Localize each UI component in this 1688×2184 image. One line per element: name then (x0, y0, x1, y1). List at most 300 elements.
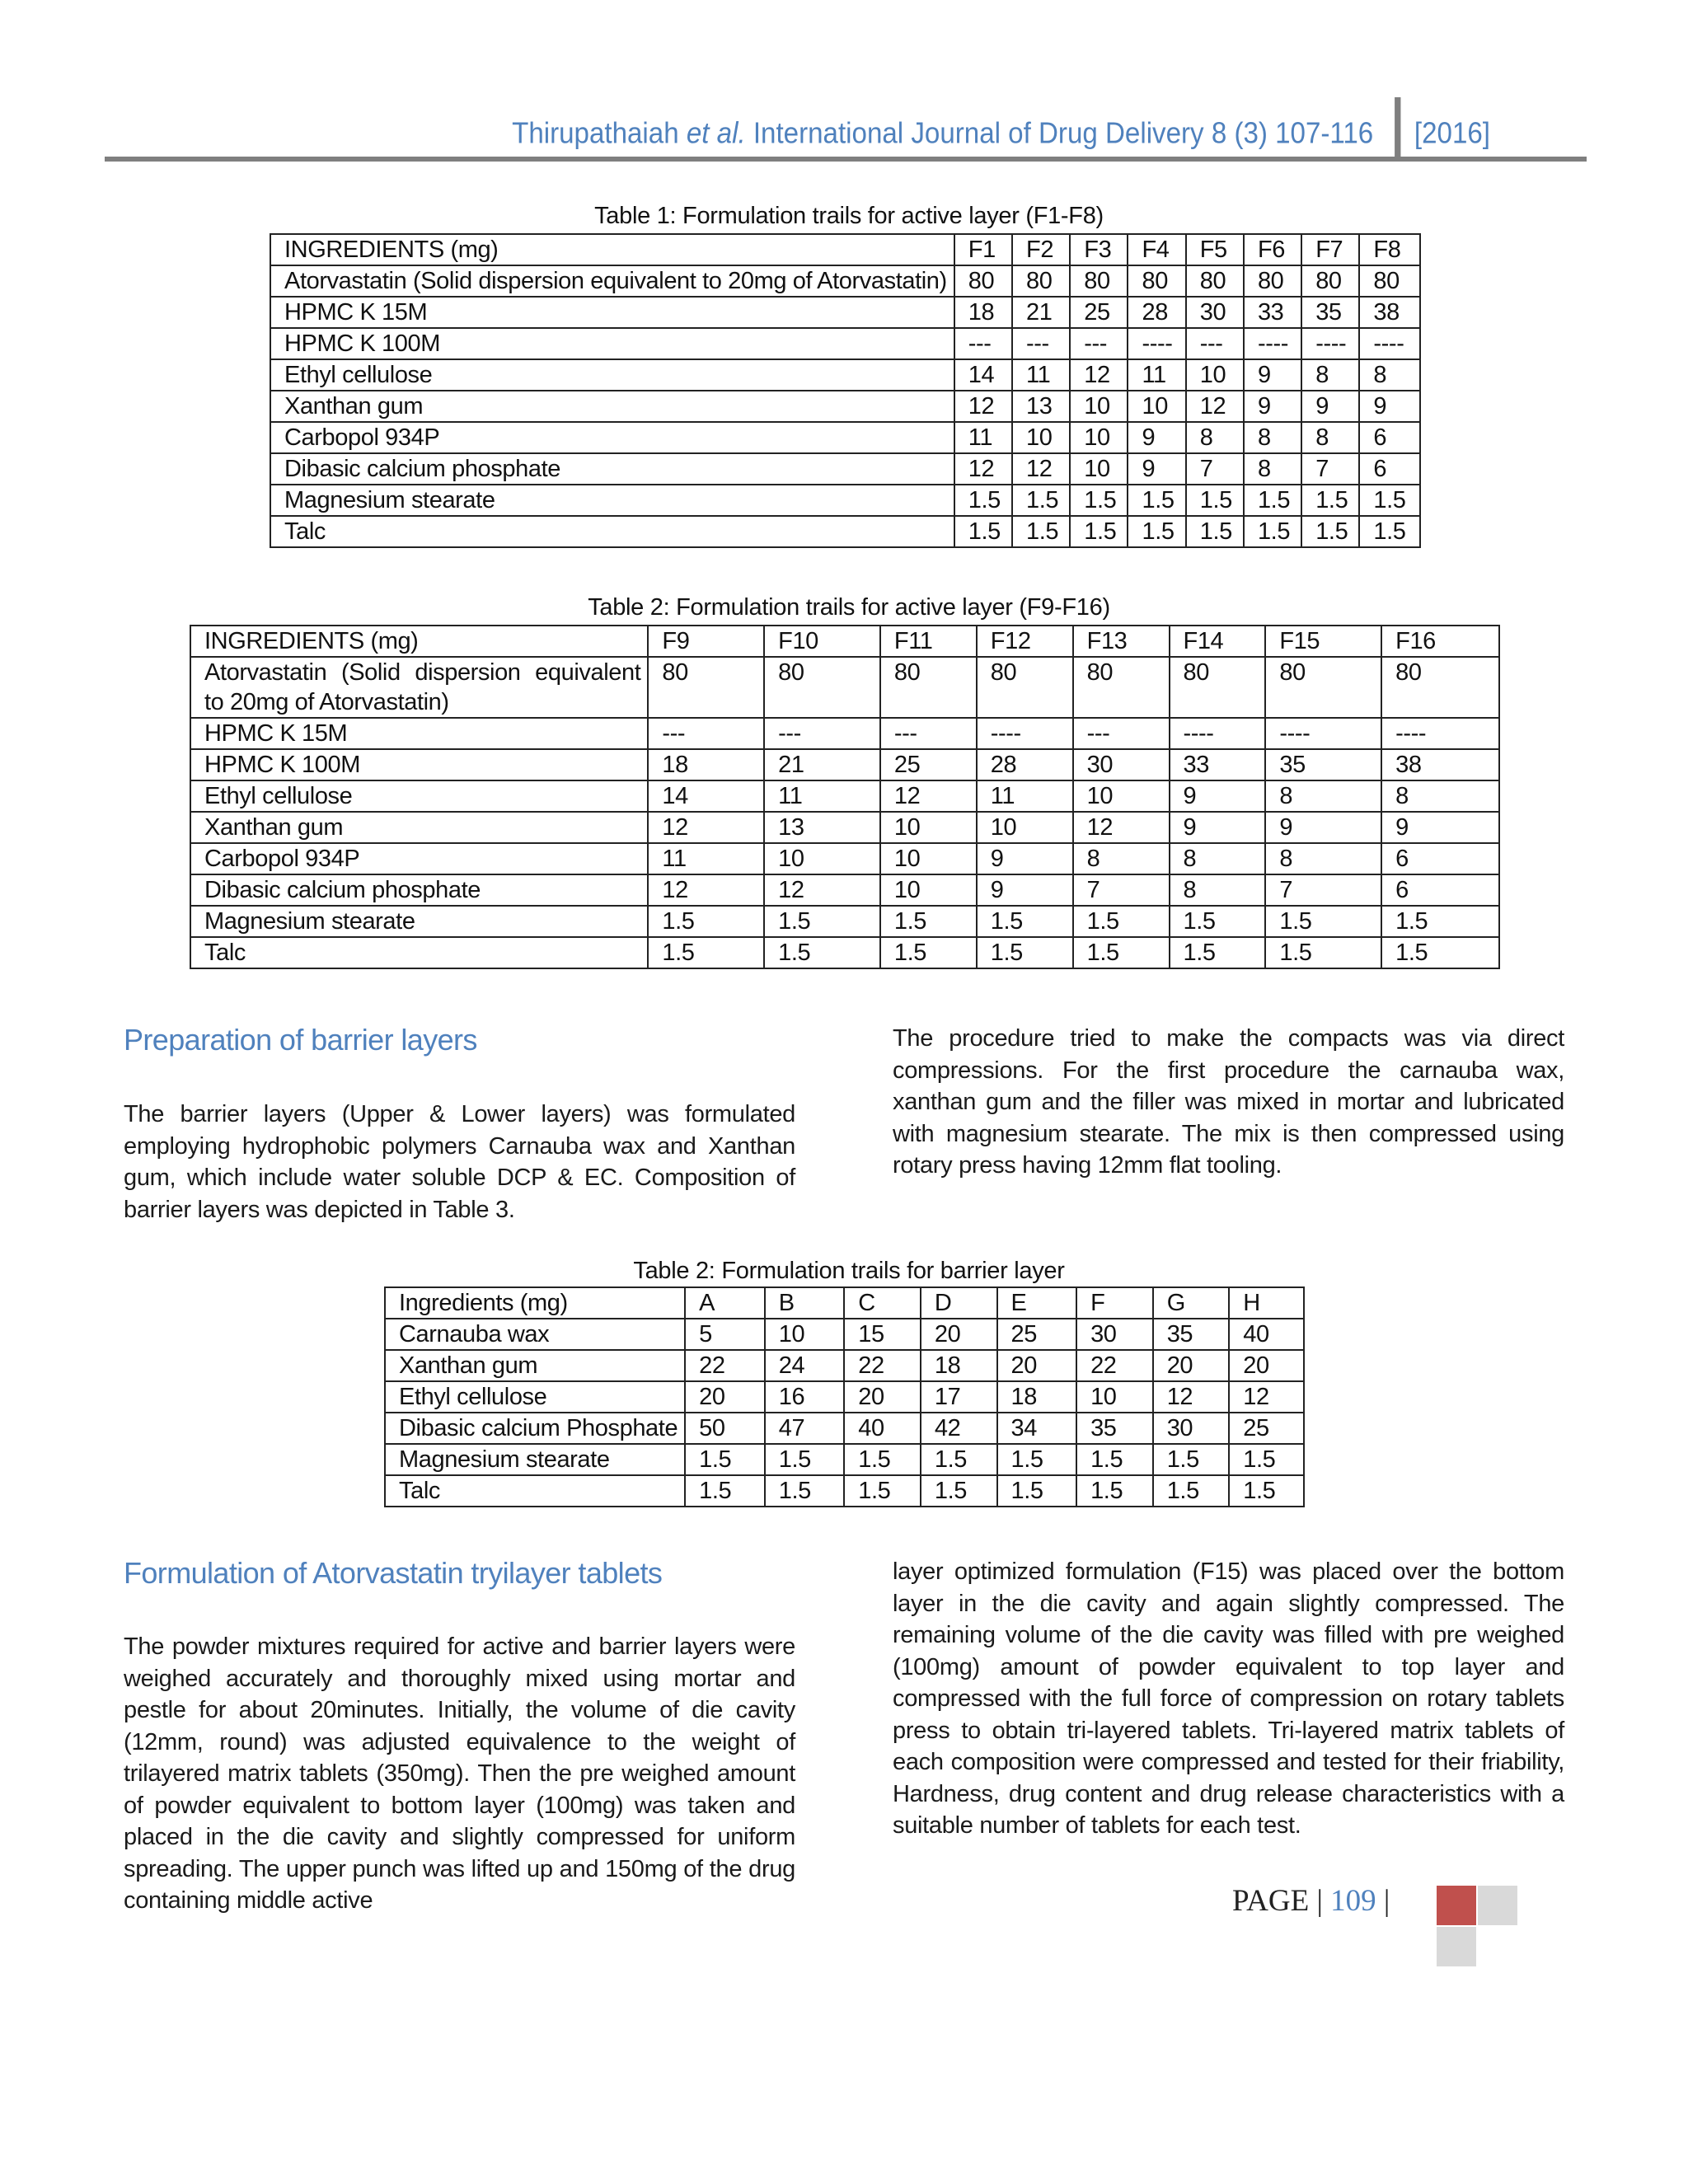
value-cell: 47 (765, 1413, 845, 1444)
ingredient-cell: Carbopol 934P (190, 843, 648, 874)
value-cell: 25 (1229, 1413, 1304, 1444)
value-cell: 10 (1070, 422, 1128, 453)
value-cell: 1.5 (1170, 937, 1266, 968)
ingredient-cell: Atorvastatin (Solid dispersion equivalent to 20mg of Atorvastatin) (190, 657, 648, 718)
header-journal: International Journal of Drug Delivery 8 (3) 107-116 (753, 115, 1374, 150)
value-cell: 17 (921, 1381, 997, 1413)
table1 (270, 233, 1421, 548)
header-cell: G (1153, 1287, 1230, 1319)
ingredient-cell: Dibasic calcium phosphate (190, 874, 648, 906)
ingredient-cell: Talc (270, 516, 954, 547)
value-cell: 6 (1381, 874, 1499, 906)
table-row (385, 1413, 1304, 1444)
section1-heading: Preparation of barrier layers (124, 1023, 477, 1057)
table2-caption (272, 594, 1426, 621)
value-cell: 1.5 (1153, 1444, 1230, 1475)
ingredient-cell: Talc (385, 1475, 685, 1507)
value-cell: 11 (648, 843, 764, 874)
value-cell: 14 (954, 359, 1012, 391)
value-cell: 12 (954, 391, 1012, 422)
value-cell: 20 (1229, 1350, 1304, 1381)
table-row (270, 328, 1420, 359)
value-cell: 1.5 (1012, 485, 1070, 516)
value-cell: 5 (685, 1319, 765, 1350)
value-cell: 21 (1012, 297, 1070, 328)
value-cell: 80 (1244, 265, 1301, 297)
value-cell: 10 (1076, 1381, 1153, 1413)
value-cell: 9 (1359, 391, 1420, 422)
table1-caption-text: Formulation trails for active layer (F1-F8) (682, 203, 1104, 229)
value-cell: 8 (1244, 453, 1301, 485)
value-cell: 1.5 (1128, 485, 1185, 516)
value-cell: 9 (1128, 422, 1185, 453)
value-cell: 1.5 (648, 906, 764, 937)
value-cell: 25 (997, 1319, 1077, 1350)
header-cell: C (844, 1287, 921, 1319)
value-cell: 1.5 (1153, 1475, 1230, 1507)
value-cell: ---- (1265, 718, 1381, 749)
value-cell: 1.5 (921, 1475, 997, 1507)
value-cell: 80 (977, 657, 1073, 718)
value-cell: 8 (1265, 780, 1381, 812)
value-cell: ---- (1170, 718, 1266, 749)
value-cell: 12 (648, 812, 764, 843)
value-cell: 22 (1076, 1350, 1153, 1381)
value-cell: 50 (685, 1413, 765, 1444)
table-row (190, 906, 1499, 937)
ingredient-cell: Ethyl cellulose (270, 359, 954, 391)
value-cell: 12 (1186, 391, 1244, 422)
value-cell: 12 (954, 453, 1012, 485)
header-cell: F3 (1070, 234, 1128, 265)
value-cell: 1.5 (1076, 1444, 1153, 1475)
value-cell: 24 (765, 1350, 845, 1381)
table-header-row (385, 1287, 1304, 1319)
table-row (270, 391, 1420, 422)
value-cell: 8 (1359, 359, 1420, 391)
value-cell: ---- (1359, 328, 1420, 359)
value-cell: 10 (977, 812, 1073, 843)
header-cell: F15 (1265, 626, 1381, 657)
value-cell: 12 (1070, 359, 1128, 391)
value-cell: 12 (1229, 1381, 1304, 1413)
table3-body (385, 1287, 1304, 1507)
value-cell: 12 (764, 874, 880, 906)
value-cell: 38 (1381, 749, 1499, 780)
table-row (270, 453, 1420, 485)
value-cell: 6 (1359, 422, 1420, 453)
value-cell: 80 (1073, 657, 1170, 718)
value-cell: 1.5 (765, 1475, 845, 1507)
value-cell: 1.5 (1244, 516, 1301, 547)
value-cell: 6 (1359, 453, 1420, 485)
table2-caption-text: Formulation trails for active layer (F9-F16) (676, 594, 1110, 621)
header-cell: F11 (880, 626, 977, 657)
value-cell: 20 (997, 1350, 1077, 1381)
value-cell: 1.5 (764, 937, 880, 968)
value-cell: 1.5 (880, 937, 977, 968)
value-cell: 12 (648, 874, 764, 906)
value-cell: 10 (880, 843, 977, 874)
value-cell: 80 (1012, 265, 1070, 297)
table2-body (190, 626, 1499, 968)
value-cell: 80 (954, 265, 1012, 297)
header-separator (1395, 97, 1400, 157)
value-cell: --- (880, 718, 977, 749)
decor-square-red (1437, 1886, 1476, 1925)
value-cell: 8 (1265, 843, 1381, 874)
table2-caption-label: Table 2: (588, 594, 670, 621)
header-cell: Ingredients (mg) (385, 1287, 685, 1319)
value-cell: 7 (1301, 453, 1359, 485)
value-cell: 8 (1301, 359, 1359, 391)
decor-square-grey-bottom (1437, 1927, 1476, 1966)
table-row (190, 874, 1499, 906)
value-cell: 9 (1244, 391, 1301, 422)
value-cell: 12 (1012, 453, 1070, 485)
value-cell: 14 (648, 780, 764, 812)
value-cell: 11 (977, 780, 1073, 812)
header-cell: F7 (1301, 234, 1359, 265)
table1-body (270, 234, 1420, 547)
header-cell: F4 (1128, 234, 1185, 265)
table-row (270, 359, 1420, 391)
table1-caption (272, 203, 1426, 230)
value-cell: 1.5 (1381, 937, 1499, 968)
header-cell: F8 (1359, 234, 1420, 265)
value-cell: 20 (685, 1381, 765, 1413)
value-cell: 1.5 (1073, 906, 1170, 937)
section1-left-paragraph: The barrier layers (Upper & Lower layers) was formulated employing hydrophobic polymers Carnauba wax and Xanthan gum, which include water soluble DCP & EC. Composition of barrier layers was depicted in Table 3. (124, 1101, 795, 1223)
value-cell: 15 (844, 1319, 921, 1350)
value-cell: 40 (1229, 1319, 1304, 1350)
value-cell: 11 (954, 422, 1012, 453)
ingredient-cell: Dibasic calcium Phosphate (385, 1413, 685, 1444)
header-cell: INGREDIENTS (mg) (270, 234, 954, 265)
section2-heading: Formulation of Atorvastatin tryilayer tablets (124, 1556, 663, 1590)
value-cell: 20 (921, 1319, 997, 1350)
value-cell: 9 (1128, 453, 1185, 485)
value-cell: 28 (1128, 297, 1185, 328)
value-cell: 38 (1359, 297, 1420, 328)
table-row (385, 1381, 1304, 1413)
ingredient-cell: Carnauba wax (385, 1319, 685, 1350)
value-cell: 16 (765, 1381, 845, 1413)
value-cell: 20 (1153, 1350, 1230, 1381)
value-cell: 1.5 (1070, 516, 1128, 547)
value-cell: 1.5 (1186, 485, 1244, 516)
value-cell: 8 (1301, 422, 1359, 453)
value-cell: 42 (921, 1413, 997, 1444)
value-cell: 1.5 (1359, 485, 1420, 516)
header-cell: F10 (764, 626, 880, 657)
table-row (190, 843, 1499, 874)
table-row (385, 1319, 1304, 1350)
header-cell: F1 (954, 234, 1012, 265)
table-row (190, 718, 1499, 749)
table-row (385, 1350, 1304, 1381)
table-header-row (270, 234, 1420, 265)
value-cell: 1.5 (997, 1475, 1077, 1507)
header-cell: F6 (1244, 234, 1301, 265)
value-cell: 30 (1076, 1319, 1153, 1350)
value-cell: 80 (1128, 265, 1185, 297)
value-cell: 18 (648, 749, 764, 780)
value-cell: 80 (880, 657, 977, 718)
value-cell: 10 (1073, 780, 1170, 812)
ingredient-cell: HPMC K 100M (190, 749, 648, 780)
value-cell: 8 (1381, 780, 1499, 812)
table-row (270, 265, 1420, 297)
value-cell: --- (954, 328, 1012, 359)
value-cell: 1.5 (1076, 1475, 1153, 1507)
value-cell: 12 (880, 780, 977, 812)
value-cell: 1.5 (844, 1444, 921, 1475)
value-cell: 1.5 (1229, 1444, 1304, 1475)
value-cell: 9 (1244, 359, 1301, 391)
header-rule (105, 157, 1587, 162)
value-cell: 8 (1170, 843, 1266, 874)
page-number-value: 109 (1330, 1884, 1376, 1918)
value-cell: 12 (1153, 1381, 1230, 1413)
table-row (270, 297, 1420, 328)
value-cell: 11 (1012, 359, 1070, 391)
value-cell: 35 (1153, 1319, 1230, 1350)
value-cell: 7 (1265, 874, 1381, 906)
value-cell: ---- (1128, 328, 1185, 359)
section2-right-paragraph: layer optimized formulation (F15) was placed over the bottom layer in the die cavity and again slightly compressed. The remaining volume of the die cavity was filled with pre weighed (100mg) amount of powder equivalent to top layer and compressed with the full force of compression on rotary tablets press to obtain tri-layered tablets. Tri-layered matrix tablets of each composition were compressed and tested for their friability, Hardness, drug content and drug release characteristics with a suitable number of tablets for each test. (893, 1558, 1564, 1839)
value-cell: 1.5 (1073, 937, 1170, 968)
header-cell: F5 (1186, 234, 1244, 265)
value-cell: 1.5 (1359, 516, 1420, 547)
table-row (385, 1444, 1304, 1475)
value-cell: 12 (1073, 812, 1170, 843)
ingredient-cell: Magnesium stearate (385, 1444, 685, 1475)
value-cell: 18 (921, 1350, 997, 1381)
header-cell: H (1229, 1287, 1304, 1319)
value-cell: --- (1186, 328, 1244, 359)
table2 (190, 625, 1500, 969)
value-cell: 80 (1186, 265, 1244, 297)
value-cell: 1.5 (977, 937, 1073, 968)
value-cell: ---- (1381, 718, 1499, 749)
value-cell: 10 (765, 1319, 845, 1350)
header-cell: A (685, 1287, 765, 1319)
ingredient-cell: Magnesium stearate (190, 906, 648, 937)
value-cell: 9 (1170, 780, 1266, 812)
value-cell: 80 (1359, 265, 1420, 297)
value-cell: 10 (1128, 391, 1185, 422)
value-cell: 80 (1301, 265, 1359, 297)
value-cell: 8 (1244, 422, 1301, 453)
ingredient-cell: Ethyl cellulose (385, 1381, 685, 1413)
table-row (270, 485, 1420, 516)
value-cell: ---- (977, 718, 1073, 749)
header-cell: E (997, 1287, 1077, 1319)
value-cell: 7 (1073, 874, 1170, 906)
value-cell: 1.5 (921, 1444, 997, 1475)
value-cell: 1.5 (1128, 516, 1185, 547)
value-cell: 1.5 (1170, 906, 1266, 937)
ingredient-cell: Atorvastatin (Solid dispersion equivalent to 20mg of Atorvastatin) (270, 265, 954, 297)
value-cell: 35 (1076, 1413, 1153, 1444)
value-cell: 1.5 (1301, 485, 1359, 516)
table-row (190, 749, 1499, 780)
value-cell: 1.5 (880, 906, 977, 937)
value-cell: 25 (1070, 297, 1128, 328)
value-cell: 80 (1381, 657, 1499, 718)
section2-left-paragraph: The powder mixtures required for active and barrier layers were weighed accurately and thoroughly mixed using mortar and pestle for about 20minutes. Initially, the volume of die cavity (12mm, round) was adjusted equivalence to the weight of trilayered matrix tablets (350mg). Then the pre weighed amount of powder equivalent to bottom layer (100mg) was taken and placed in the die cavity and slightly compressed for uniform spreading. The upper punch was lifted up and 150mg of the drug containing middle active (124, 1633, 795, 1914)
value-cell: 8 (1186, 422, 1244, 453)
table-row (385, 1475, 1304, 1507)
value-cell: 10 (880, 812, 977, 843)
value-cell: 20 (844, 1381, 921, 1413)
header-etal: et al. (686, 115, 746, 150)
value-cell: 9 (1381, 812, 1499, 843)
value-cell: ---- (1301, 328, 1359, 359)
value-cell: --- (1012, 328, 1070, 359)
value-cell: 18 (997, 1381, 1077, 1413)
value-cell: 1.5 (764, 906, 880, 937)
value-cell: 7 (1186, 453, 1244, 485)
value-cell: 30 (1073, 749, 1170, 780)
value-cell: 1.5 (1012, 516, 1070, 547)
header-year: [2016] (1414, 115, 1490, 150)
value-cell: 9 (1265, 812, 1381, 843)
table-header-row (190, 626, 1499, 657)
value-cell: 1.5 (1301, 516, 1359, 547)
value-cell: 25 (880, 749, 977, 780)
value-cell: 35 (1265, 749, 1381, 780)
section1-right-paragraph: The procedure tried to make the compacts was via direct compressions. For the first procedure the carnauba wax, xanthan gum and the filler was mixed in mortar and lubricated with magnesium stearate. The mix is then compressed using rotary press having 12mm flat tooling. (893, 1025, 1564, 1179)
value-cell: 1.5 (997, 1444, 1077, 1475)
value-cell: 30 (1186, 297, 1244, 328)
header-cell: F14 (1170, 626, 1266, 657)
value-cell: 6 (1381, 843, 1499, 874)
value-cell: --- (764, 718, 880, 749)
header-cell: F12 (977, 626, 1073, 657)
value-cell: 1.5 (954, 485, 1012, 516)
ingredient-cell: Carbopol 934P (270, 422, 954, 453)
table3-caption (272, 1258, 1426, 1285)
value-cell: 8 (1170, 874, 1266, 906)
value-cell: 28 (977, 749, 1073, 780)
value-cell: 10 (1070, 453, 1128, 485)
header-cell: D (921, 1287, 997, 1319)
header-cell: F13 (1073, 626, 1170, 657)
table-row (190, 812, 1499, 843)
table3-caption-text: Formulation trails for barrier layer (721, 1258, 1065, 1284)
value-cell: 22 (685, 1350, 765, 1381)
value-cell: 13 (764, 812, 880, 843)
value-cell: 40 (844, 1413, 921, 1444)
value-cell: 34 (997, 1413, 1077, 1444)
ingredient-cell: Talc (190, 937, 648, 968)
value-cell: 1.5 (1229, 1475, 1304, 1507)
value-cell: 10 (880, 874, 977, 906)
decor-square-grey-right (1478, 1886, 1517, 1925)
page-label: PAGE | (1232, 1884, 1323, 1918)
value-cell: 30 (1153, 1413, 1230, 1444)
header-cell: F16 (1381, 626, 1499, 657)
value-cell: 80 (1170, 657, 1266, 718)
ingredient-cell: Xanthan gum (385, 1350, 685, 1381)
table-row (190, 937, 1499, 968)
value-cell: 9 (977, 874, 1073, 906)
value-cell: 1.5 (1381, 906, 1499, 937)
value-cell: 9 (1170, 812, 1266, 843)
value-cell: 13 (1012, 391, 1070, 422)
value-cell: --- (648, 718, 764, 749)
value-cell: 10 (1012, 422, 1070, 453)
value-cell: 10 (1186, 359, 1244, 391)
value-cell: 11 (1128, 359, 1185, 391)
table-row (270, 422, 1420, 453)
value-cell: ---- (1244, 328, 1301, 359)
value-cell: 1.5 (648, 937, 764, 968)
table-row (270, 516, 1420, 547)
value-cell: 8 (1073, 843, 1170, 874)
value-cell: 33 (1170, 749, 1266, 780)
value-cell: 80 (764, 657, 880, 718)
ingredient-cell: Dibasic calcium phosphate (270, 453, 954, 485)
ingredient-cell: HPMC K 100M (270, 328, 954, 359)
value-cell: 1.5 (1244, 485, 1301, 516)
table-row (190, 780, 1499, 812)
value-cell: 1.5 (844, 1475, 921, 1507)
header-cell: INGREDIENTS (mg) (190, 626, 648, 657)
value-cell: 1.5 (685, 1475, 765, 1507)
header-cell: F2 (1012, 234, 1070, 265)
value-cell: 1.5 (1070, 485, 1128, 516)
value-cell: 9 (1301, 391, 1359, 422)
ingredient-cell: HPMC K 15M (190, 718, 648, 749)
ingredient-cell: Xanthan gum (190, 812, 648, 843)
page-number-separator: | (1383, 1884, 1390, 1918)
value-cell: 1.5 (685, 1444, 765, 1475)
value-cell: --- (1070, 328, 1128, 359)
header-cell: F (1076, 1287, 1153, 1319)
value-cell: 10 (764, 843, 880, 874)
value-cell: 21 (764, 749, 880, 780)
value-cell: 1.5 (977, 906, 1073, 937)
value-cell: 80 (648, 657, 764, 718)
value-cell: 1.5 (1265, 937, 1381, 968)
value-cell: --- (1073, 718, 1170, 749)
value-cell: 1.5 (954, 516, 1012, 547)
value-cell: 80 (1265, 657, 1381, 718)
value-cell: 10 (1070, 391, 1128, 422)
table3 (384, 1286, 1305, 1507)
value-cell: 18 (954, 297, 1012, 328)
header-cell: B (765, 1287, 845, 1319)
value-cell: 33 (1244, 297, 1301, 328)
value-cell: 80 (1070, 265, 1128, 297)
ingredient-cell: Xanthan gum (270, 391, 954, 422)
value-cell: 35 (1301, 297, 1359, 328)
value-cell: 1.5 (1186, 516, 1244, 547)
table3-caption-label: Table 2: (633, 1258, 715, 1284)
value-cell: 1.5 (1265, 906, 1381, 937)
ingredient-cell: Magnesium stearate (270, 485, 954, 516)
ingredient-cell: HPMC K 15M (270, 297, 954, 328)
header-authors: Thirupathaiah (512, 115, 679, 150)
value-cell: 1.5 (765, 1444, 845, 1475)
ingredient-cell: Ethyl cellulose (190, 780, 648, 812)
table1-caption-label: Table 1: (594, 203, 677, 229)
value-cell: 9 (977, 843, 1073, 874)
value-cell: 11 (764, 780, 880, 812)
